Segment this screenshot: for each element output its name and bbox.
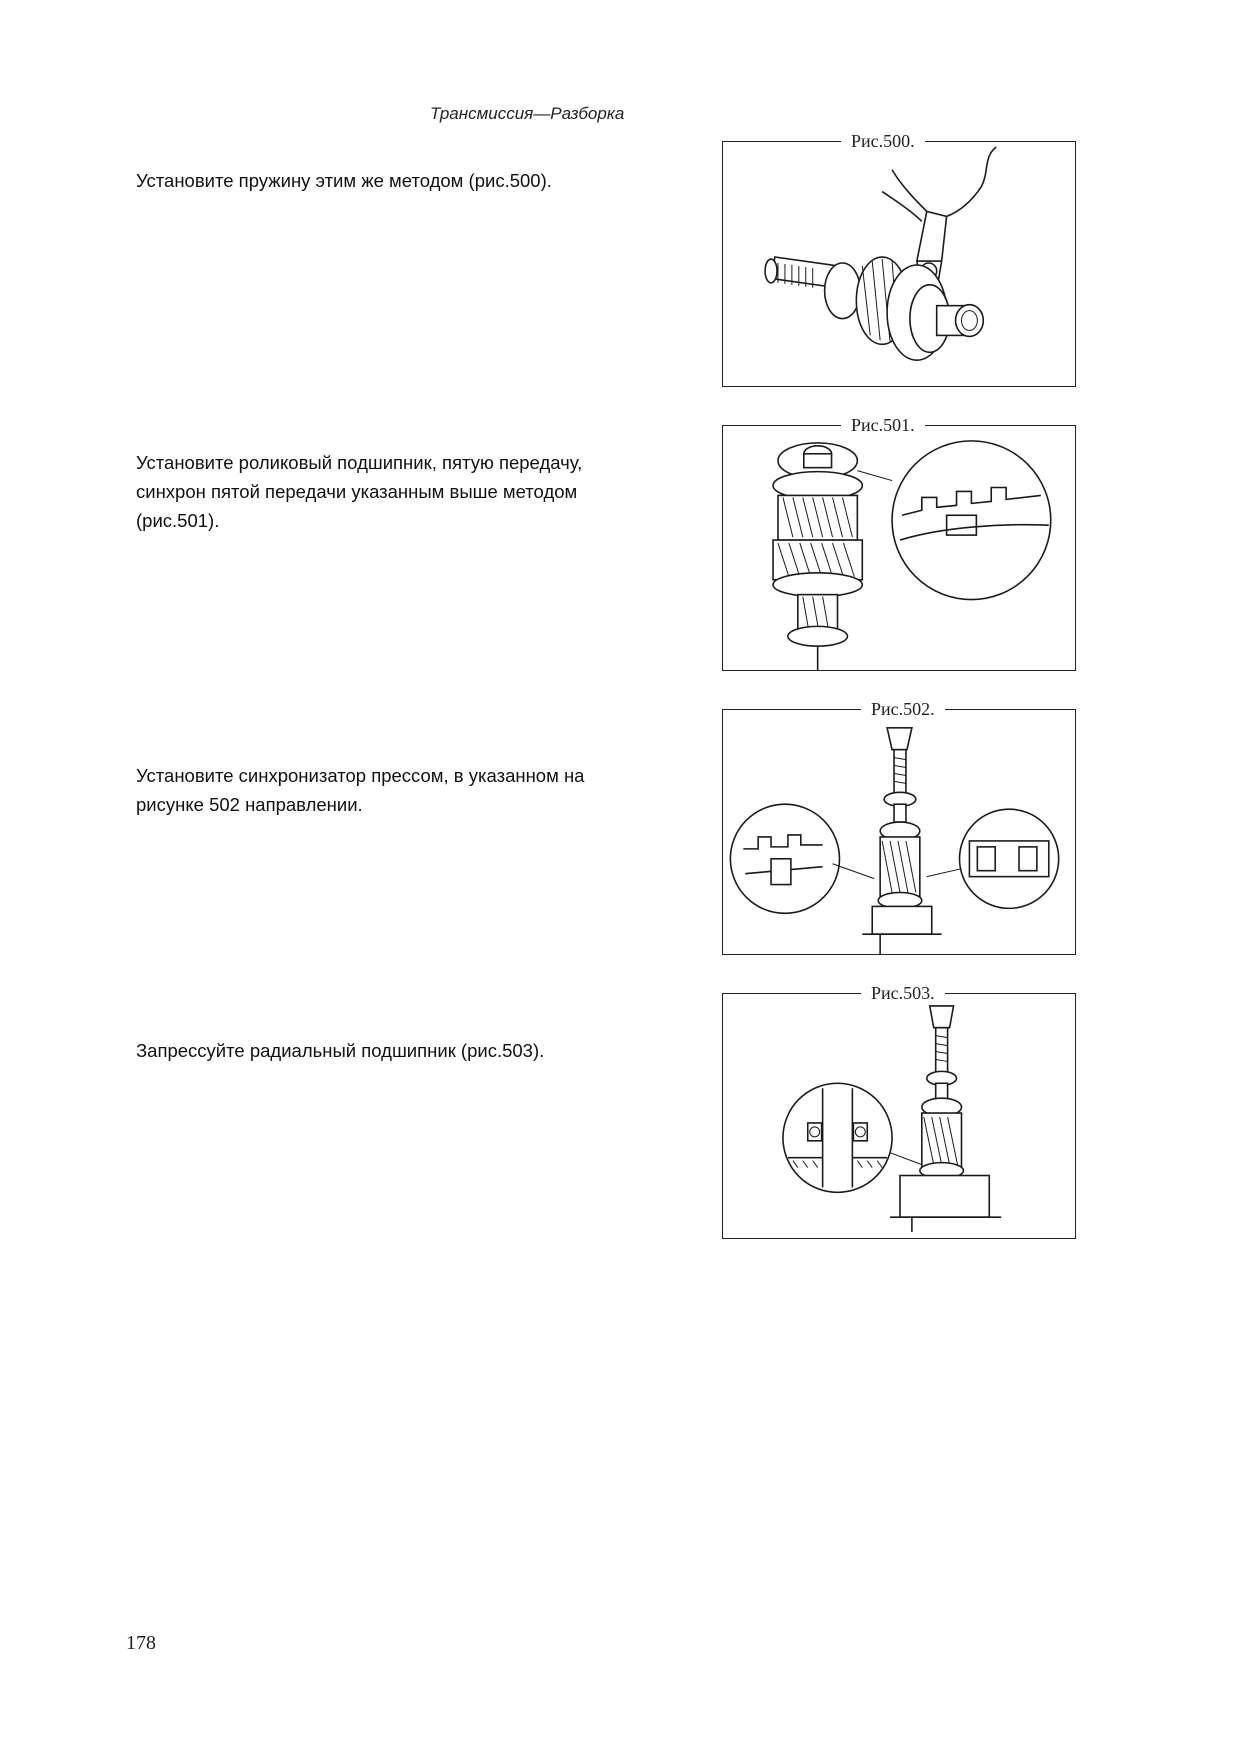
figure-500 — [722, 131, 1076, 387]
step-1-text — [136, 166, 656, 195]
figure-500-caption: Рис.500. — [841, 129, 925, 153]
figure-502-caption: Рис.502. — [861, 697, 945, 721]
step-2-paragraph: Установите роликовый подшипник, пятую передачу, синхрон пятой передачи указанным выше методом (рис.501). — [136, 452, 583, 531]
figure-502 — [722, 699, 1076, 955]
step-3-text — [136, 761, 656, 819]
step-4-text — [136, 1036, 656, 1065]
figure-500-illustration — [723, 142, 1075, 386]
step-2-text — [136, 448, 656, 535]
figure-503-illustration — [723, 994, 1075, 1238]
figure-503-caption: Рис.503. — [861, 981, 945, 1005]
step-3-paragraph: Установите синхронизатор прессом, в указанном на рисунке 502 направлении. — [136, 765, 585, 815]
figure-501-illustration — [723, 426, 1075, 670]
figure-502-illustration — [723, 710, 1075, 954]
page-header-title: Трансмиссия—Разборка — [430, 104, 625, 123]
step-1-paragraph: Установите пружину этим же методом (рис.500). — [136, 170, 552, 191]
step-4-paragraph: Запрессуйте радиальный подшипник (рис.503). — [136, 1040, 545, 1061]
page-number: 178 — [126, 1632, 156, 1654]
figure-501-caption: Рис.501. — [841, 413, 925, 437]
figure-503 — [722, 983, 1076, 1239]
figure-501 — [722, 415, 1076, 671]
